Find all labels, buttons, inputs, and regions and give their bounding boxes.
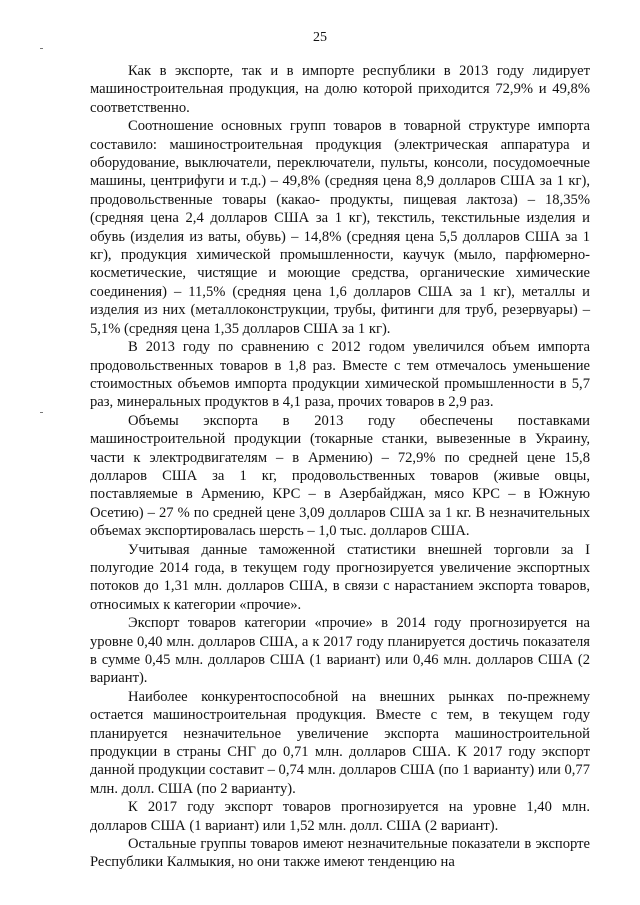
- paragraph: В 2013 году по сравнению с 2012 годом увеличился объем импорта продовольственных товаров в 1,8 раз. Вместе с тем отмечалось уменьшение стоимостных объемов импорта продукции химической промышленности в 5,7 раз, минеральных продуктов в 4,1 раза, прочих товаров в 2,9 раз.: [90, 339, 590, 411]
- body-text: [90, 62, 590, 872]
- page-number: 25: [313, 30, 327, 45]
- paragraph: Соотношение основных групп товаров в товарной структуре импорта составило: машиностроительная продукция (электрическая аппаратура и оборудование, выключатели, переключатели, пульты, консоли, посудомоечные машины, центрифуги и т.д.) – 49,8% (средняя цена 8,9 долларов США за 1 кг), продовольственные товары (какао- продукты, пищевая лактоза) – 18,35% (средняя цена 2,4 долларов США за 1 кг), текстиль, текстильные изделия и обувь (изделия из ваты, обувь) – 14,8% (средняя цена 5,5 долларов США за 1 кг), продукция химической промышленности, каучук (мыло, парфюмерно-косметические, чистящие и моющие средства, органические химические соединения) – 11,5% (средняя цена 1,6 долларов США за 1 кг), металлы и изделия из них (металлоконструкции, трубы, фитинги для труб, резервуары) – 5,1% (средняя цена 1,35 долларов США за 1 кг).: [90, 118, 590, 337]
- paragraph: Экспорт товаров категории «прочие» в 2014 году прогнозируется на уровне 0,40 млн. долларов США, а к 2017 году планируется достичь показателя в сумме 0,45 млн. долларов США (1 вариант) или 0,46 млн. долларов США (2 вариант).: [90, 615, 590, 687]
- scan-margin-mark: [40, 48, 43, 49]
- paragraph: Объемы экспорта в 2013 году обеспечены поставками машиностроительной продукции (токарные станки, вывезенные в Украину, части к электродвигателям – в Армению) – 72,9% по средней цене 15,8 долларов США за 1 кг, продовольственных товаров (живые овцы, поставляемые в Армению, КРС – в Азербайджан, мясо КРС – в Южную Осетию) – 27 % по средней цене 3,09 долларов США за 1 кг. В незначительных объемах экспортировалась шерсть – 1,0 тыс. долларов США.: [90, 412, 590, 540]
- paragraph: Остальные группы товаров имеют незначительные показатели в экспорте Республики Калмыкия, но они также имеют тенденцию на: [90, 836, 590, 871]
- paragraph: Учитывая данные таможенной статистики внешней торговли за I полугодие 2014 года, в текущем году прогнозируется увеличение экспортных потоков до 1,31 млн. долларов США, в связи с нарастанием экспорта товаров, относимых к категории «прочие».: [90, 541, 590, 613]
- paragraph: К 2017 году экспорт товаров прогнозируется на уровне 1,40 млн. долларов США (1 вариант) или 1,52 млн. долл. США (2 вариант).: [90, 799, 590, 834]
- scan-margin-mark: [40, 412, 43, 413]
- paragraph: Как в экспорте, так и в импорте республики в 2013 году лидирует машиностроительная продукция, на долю которой приходится 72,9% и 49,8% соответственно.: [90, 63, 590, 116]
- paragraph: Наиболее конкурентоспособной на внешних рынках по-прежнему остается машиностроительная продукция. Вместе с тем, в текущем году планируется незначительное увеличение экспорта машиностроительной продукции в страны СНГ до 0,71 млн. долларов США. К 2017 году экспорт данной продукции составит – 0,74 млн. долларов США (по 1 варианту) или 0,77 млн. долл. США (по 2 варианту).: [90, 688, 590, 797]
